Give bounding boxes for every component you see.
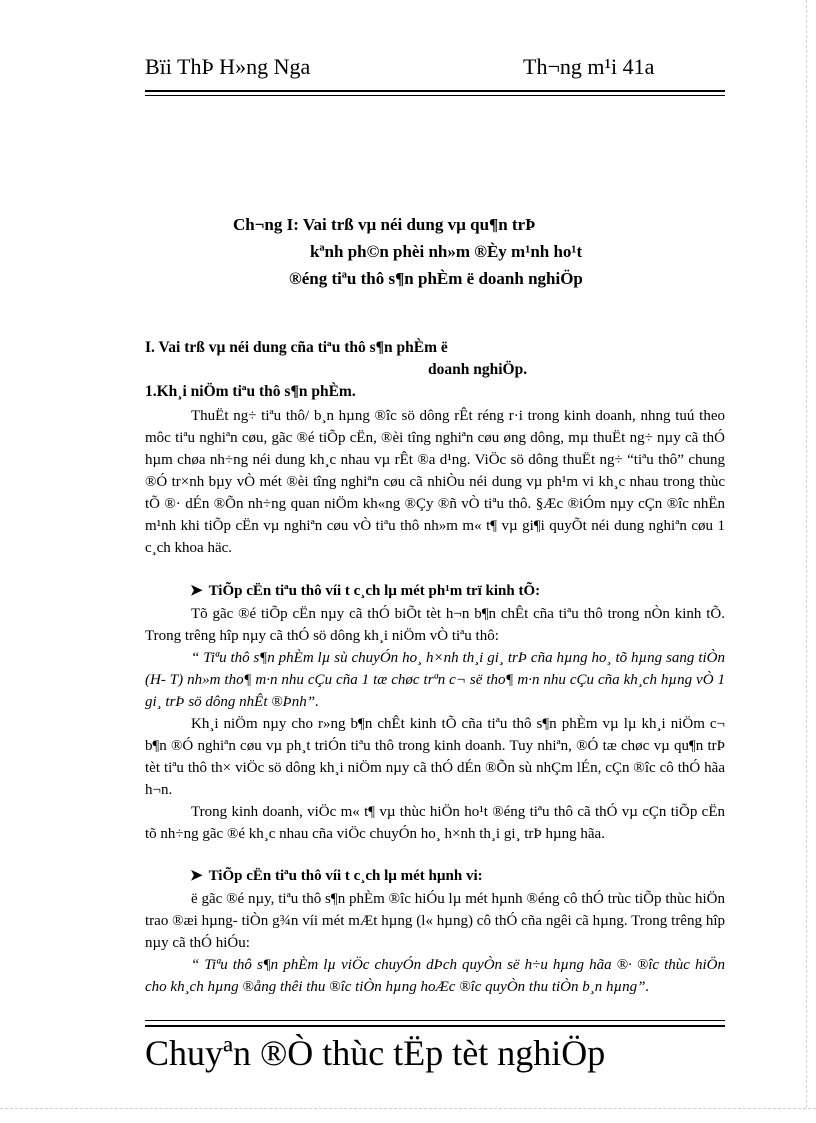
page-boundary-bottom — [0, 1108, 816, 1109]
footer-rule-thin — [145, 1020, 725, 1021]
header-rule-thin — [145, 95, 725, 96]
bullet-text: TiÕp cËn tiªu thô víi t c¸ch lµ mét ph¹m trï kinh tÕ: — [208, 583, 541, 599]
header-author: Bïi ThÞ H»ng Nga — [145, 54, 311, 79]
chapter-title-line-3: ®éng tiªu thô s¶n phÈm ë doanh nghiÖp — [289, 269, 583, 288]
paragraph: ë gãc ®é nµy, tiªu thô s¶n phÈm ®îc hiÓu lµ mét hµnh ®éng cô thÓ trùc tiÕp thùc hiÖn trao ®æi hµng- tiÒn g¾n víi mét mÆt hµng (l« hµng) cô thÓ cña ngêi cã hµng. Trong trêng hîp nµy cã thÓ hiÓu: — [145, 891, 725, 951]
paragraph: ThuËt ng÷ tiªu thô/ b¸n hµng ®îc sö dông rÊt réng r·i trong kinh doanh, nhng tuú theo môc tiªu nghiªn cøu, gãc ®é tiÕp cËn, ®èi tîng nghiªn cøu øng dông, mµ thuËt ng÷ nµy cã thÓ hµm chøa nh÷ng néi dung kh¸c nhau vµ rÊt ®a d¹ng. ViÖc sö dông thuËt ng÷ “tiªu thô” chung ®Ó tr×nh bµy vÒ mét ®èi tîng nghiªn cøu cã nhiÒu néi dung vµ ph¹m vi kh¸c nhau trong thùc tÕ ®· dÉn ®Õn nh÷ng quan niÖm kh«ng ®Çy ®ñ vÒ tiªu thô. §Æc ®iÓm nµy cÇn ®îc nhËn m¹nh khi tiÕp cËn vµ nghiªn cøu vÒ tiªu thô nh»m m« t¶ vµ gi¶i quyÕt néi dung nghiªn cøu 1 c¸ch khoa häc. — [145, 408, 725, 556]
chapter-title-line-1: Ch¬ng I: Vai trß vµ néi dung vµ qu¶n trÞ — [233, 215, 536, 234]
footer-rule-thick — [145, 1025, 725, 1027]
bullet-heading — [190, 581, 540, 600]
body-block-1 — [145, 405, 725, 559]
bullet-heading — [190, 866, 483, 885]
section-heading-line-2: doanh nghiÖp. — [428, 361, 528, 378]
footer-title: Chuyªn ®Ò thùc tËp tèt nghiÖp — [145, 1033, 606, 1073]
arrow-bullet-icon: ➤ — [190, 868, 203, 884]
quote-paragraph: “ Tiªu thô s¶n phÈm lµ viÖc chuyÓn dÞch quyÒn së h÷u hµng hãa ®· ®îc thùc hiÖn cho kh¸ch hµng ®ång thêi thu ®îc tiÒn hµng hoÆc ®îc quyÒn thu tiÒn b¸n hµng”. — [145, 957, 725, 995]
header-class: Th¬ng m¹i 41a — [523, 54, 655, 79]
arrow-bullet-icon: ➤ — [190, 583, 203, 599]
paragraph: Kh¸i niÖm nµy cho r»ng b¶n chÊt kinh tÕ cña tiªu thô s¶n phÈm vµ lµ kh¸i niÖm c¬ b¶n ®Ó nghiªn cøu vµ ph¸t triÓn tiªu thô trong kinh doanh. Tuy nhiªn, ®Ó tæ chøc vµ qu¶n trÞ tèt tiªu thô th× viÖc sö dông kh¸i niÖm nµy cã thÓ dÉn ®Õn sù nhÇm lÉn, cÇn ®îc cô thÓ hãa h¬n. — [145, 716, 725, 798]
body-block-3 — [145, 888, 725, 998]
paragraph: Trong kinh doanh, viÖc m« t¶ vµ thùc hiÖn ho¹t ®éng tiªu thô cã thÓ vµ cÇn tiÕp cËn tõ nh÷ng gãc ®é kh¸c nhau cña viÖc chuyÓn ho¸ h×nh th¸i gi¸ trÞ hµng hãa. — [145, 804, 725, 842]
quote-paragraph: “ Tiªu thô s¶n phÈm lµ sù chuyÓn ho¸ h×nh th¸i gi¸ trÞ cña hµng ho¸ tõ hµng sang tiÒn (H- T) nh»m tho¶ m·n nhu cÇu cña 1 tæ chøc trªn c¬ së tho¶ m·n nhu cÇu cña kh¸ch hµng vÒ 1 gi¸ trÞ sö dông nhÊt ®Þnh”. — [145, 650, 725, 710]
chapter-title-line-2: kªnh ph©n phèi nh»m ®Èy m¹nh ho¹t — [310, 242, 583, 261]
paragraph: Tõ gãc ®é tiÕp cËn nµy cã thÓ biÕt tèt h¬n b¶n chÊt cña tiªu thô trong nÒn kinh tÕ. Trong trêng hîp nµy cã thÓ sö dông kh¸i niÖm vÒ tiªu thô: — [145, 606, 725, 644]
section-heading-line-1: I. Vai trß vµ néi dung cña tiªu thô s¶n phÈm ë — [145, 339, 448, 356]
page-boundary-right — [806, 0, 807, 1108]
subsection-heading: 1.Kh¸i niÖm tiªu thô s¶n phÈm. — [145, 383, 356, 400]
body-block-2 — [145, 603, 725, 845]
header-rule-thick — [145, 90, 725, 92]
bullet-text: TiÕp cËn tiªu thô víi t c¸ch lµ mét hµnh vi: — [208, 868, 483, 884]
